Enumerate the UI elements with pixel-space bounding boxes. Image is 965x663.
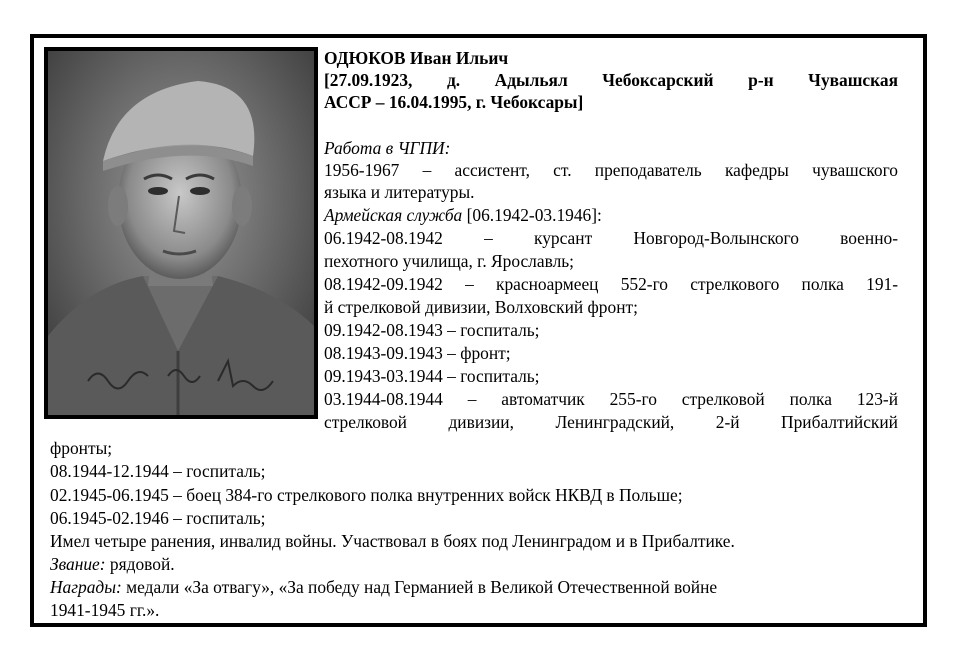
- person-name: ОДЮКОВ Иван Ильич: [324, 48, 509, 68]
- wounds-text: Имел четыре ранения, инвалид войны. Участвовал в боях под Ленинградом и в Прибалтике.: [50, 531, 735, 551]
- work-line-1: 1956-1967 – ассистент, ст. преподаватель кафедры чувашского: [324, 160, 898, 180]
- army-entry: 02.1945-06.1945 – боец 384-го стрелкового полка внутренних войск НКВД в Польше;: [50, 485, 683, 505]
- awards-line-1: [50, 576, 717, 598]
- rank-label: Звание:: [50, 554, 106, 574]
- army-period: [06.1942-03.1946]:: [462, 205, 602, 225]
- rank-line: [50, 553, 175, 575]
- army-entry: 09.1942-08.1943 – госпиталь;: [324, 320, 540, 340]
- soldier-portrait-image: [48, 51, 314, 415]
- army-entry: пехотного училища, г. Ярославль;: [324, 251, 575, 271]
- bio-dates-line-1: [27.09.1923, д. Адыльял Чебоксарский р-н Чувашская: [324, 70, 898, 90]
- army-entry: фронты;: [50, 438, 113, 458]
- bio-dates-line-2: АССР – 16.04.1995, г. Чебоксары]: [324, 92, 584, 112]
- army-entry: 06.1942-08.1942 – курсант Новгород-Волынского военно-: [324, 228, 898, 248]
- army-entry: 03.1944-08.1944 – автоматчик 255-го стрелковой полка 123-й: [324, 389, 898, 409]
- awards-label: Награды:: [50, 577, 122, 597]
- army-entry: 08.1942-09.1942 – красноармеец 552-го стрелкового полка 191-: [324, 274, 898, 294]
- awards-line-2: 1941-1945 гг.».: [50, 600, 160, 620]
- army-entry: 09.1943-03.1944 – госпиталь;: [324, 366, 540, 386]
- army-heading: [324, 204, 898, 226]
- army-entry: 08.1944-12.1944 – госпиталь;: [50, 461, 266, 481]
- work-label: Работа в ЧГПИ:: [324, 138, 451, 158]
- awards-text: медали «За отвагу», «За победу над Германией в Великой Отечественной войне: [121, 577, 718, 597]
- army-entry: 08.1943-09.1943 – фронт;: [324, 343, 511, 363]
- army-label: Армейская служба: [324, 205, 463, 225]
- army-entry: й стрелковой дивизии, Волховский фронт;: [324, 297, 638, 317]
- rank-value: рядовой.: [105, 554, 175, 574]
- portrait-photo: [44, 47, 318, 419]
- army-entry: 06.1945-02.1946 – госпиталь;: [50, 508, 266, 528]
- work-line-2: языка и литературы.: [324, 182, 475, 202]
- army-entry: стрелковой дивизии, Ленинградский, 2-й Прибалтийский: [324, 412, 898, 432]
